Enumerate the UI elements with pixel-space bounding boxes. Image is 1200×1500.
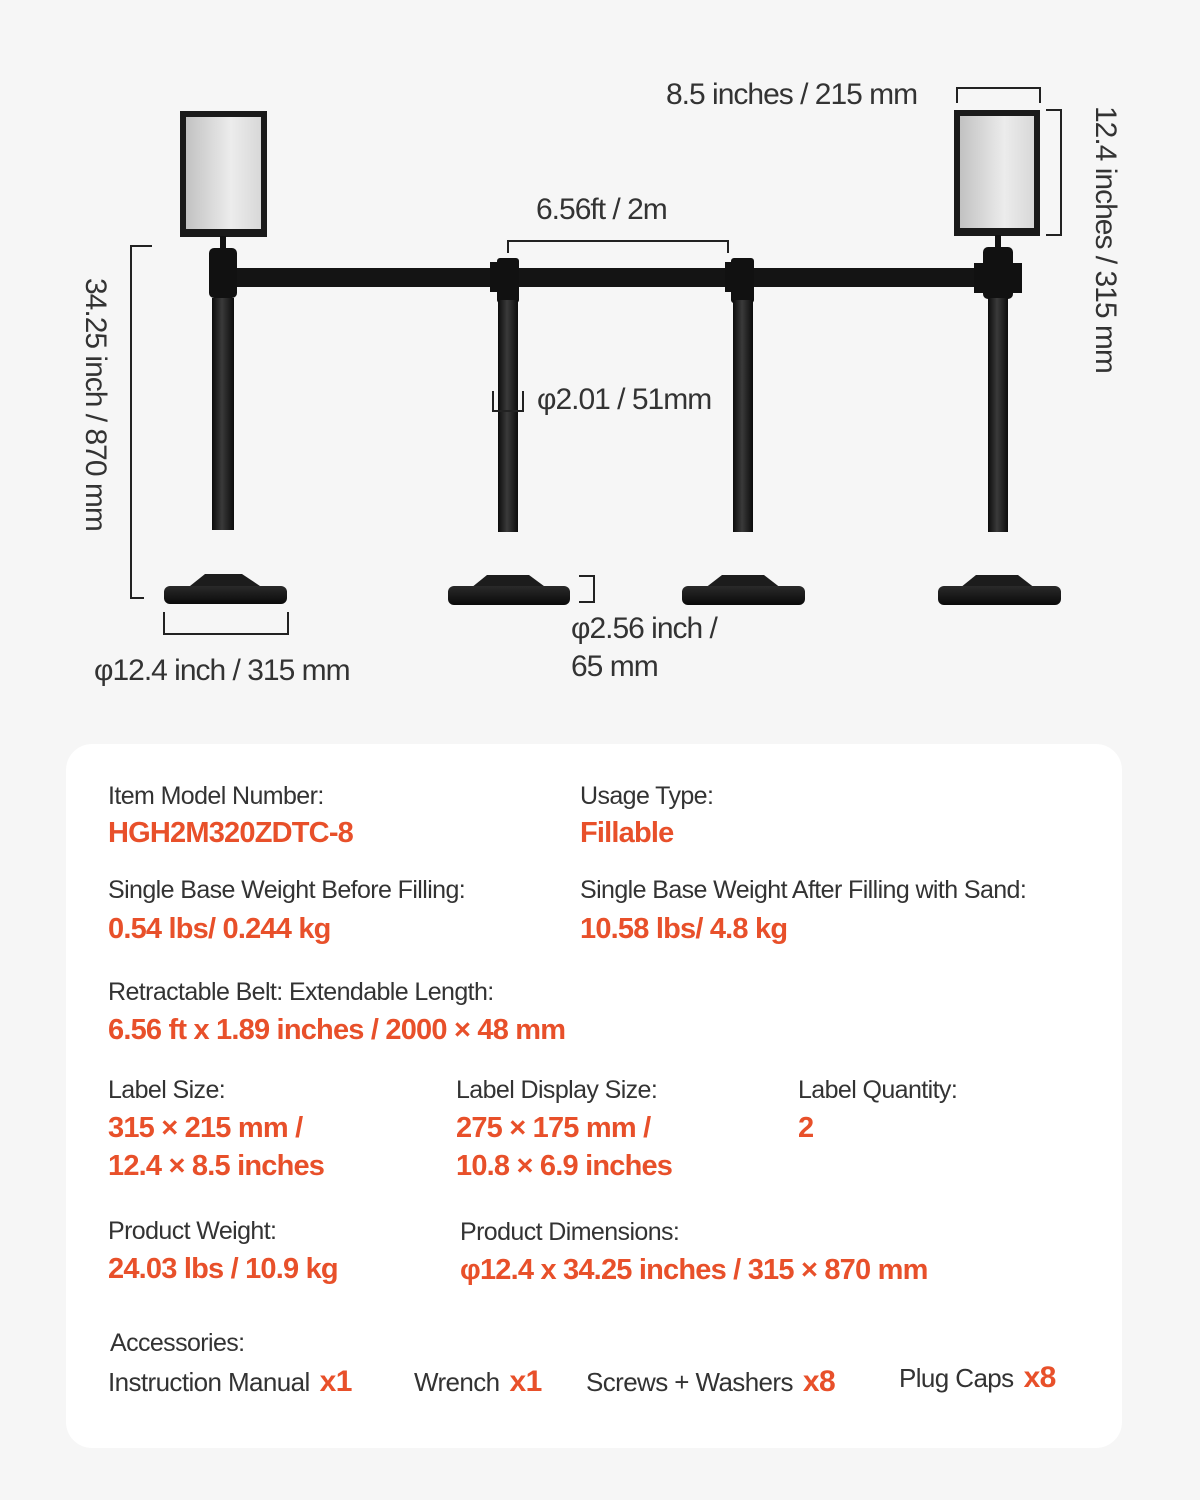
label-quantity-label: Label Quantity: [798,1076,958,1104]
stanchion-post-2 [448,258,570,605]
stanchion-post-1 [164,111,287,604]
belt-length-spec-label: Retractable Belt: Extendable Length: [108,978,494,1006]
label-quantity-value: 2 [798,1112,814,1144]
accessory-item [586,1365,835,1399]
product-weight-value: 24.03 lbs / 10.9 kg [108,1253,338,1285]
accessory-name: Wrench [414,1367,500,1397]
base-weight-after-value: 10.58 lbs/ 4.8 kg [580,913,788,945]
accessory-qty: x8 [802,1365,836,1398]
base-height-label-line1: φ2.56 inch / [571,612,717,645]
post-diameter-label: φ2.01 / 51mm [537,383,712,416]
product-dimensions-value: φ12.4 x 34.25 inches / 315 × 870 mm [460,1254,928,1286]
accessory-qty: x1 [509,1365,542,1398]
usage-type-label: Usage Type: [580,782,714,810]
label-display-size-label: Label Display Size: [456,1076,658,1104]
sign-width-label: 8.5 inches / 215 mm [666,78,918,111]
stanchion-height-label: 34.25 inch / 870 mm [79,278,112,531]
product-weight-label: Product Weight: [108,1217,277,1245]
usage-type-value: Fillable [580,817,674,849]
label-size-label: Label Size: [108,1076,226,1104]
base-weight-before-label: Single Base Weight Before Filling: [108,876,466,904]
label-size-value-line2: 12.4 × 8.5 inches [108,1150,325,1182]
base-height-label-line2: 65 mm [571,650,658,683]
accessory-name: Instruction Manual [108,1367,310,1397]
accessories-label: Accessories: [110,1329,245,1357]
base-weight-after-label: Single Base Weight After Filling with Sand: [580,876,1027,904]
accessory-qty: x1 [319,1365,352,1398]
base-weight-before-value: 0.54 lbs/ 0.244 kg [108,913,331,945]
stanchion-post-4 [938,110,1061,605]
belt-length-label: 6.56ft / 2m [536,193,667,226]
dimension-lines [131,88,1061,634]
belt-length-spec-value: 6.56 ft x 1.89 inches / 2000 × 48 mm [108,1014,566,1046]
accessory-item [108,1365,352,1399]
accessory-item [414,1365,542,1399]
base-diameter-label: φ12.4 inch / 315 mm [94,654,350,687]
accessory-name: Plug Caps [899,1363,1014,1393]
accessory-qty: x8 [1023,1361,1056,1394]
stanchion-post-3 [682,258,805,605]
sign-height-label: 12.4 inches / 315 mm [1089,106,1122,373]
belt [226,268,980,287]
model-number-value: HGH2M320ZDTC-8 [108,817,354,849]
label-display-size-value-line2: 10.8 × 6.9 inches [456,1150,673,1182]
label-display-size-value-line1: 275 × 175 mm / [456,1112,651,1144]
accessory-item [899,1361,1056,1395]
accessory-name: Screws + Washers [586,1367,793,1397]
product-dimensions-label: Product Dimensions: [460,1218,680,1246]
label-size-value-line1: 315 × 215 mm / [108,1112,303,1144]
model-number-label: Item Model Number: [108,782,324,810]
specifications-card [66,744,1122,1448]
product-diagram [0,0,1200,720]
